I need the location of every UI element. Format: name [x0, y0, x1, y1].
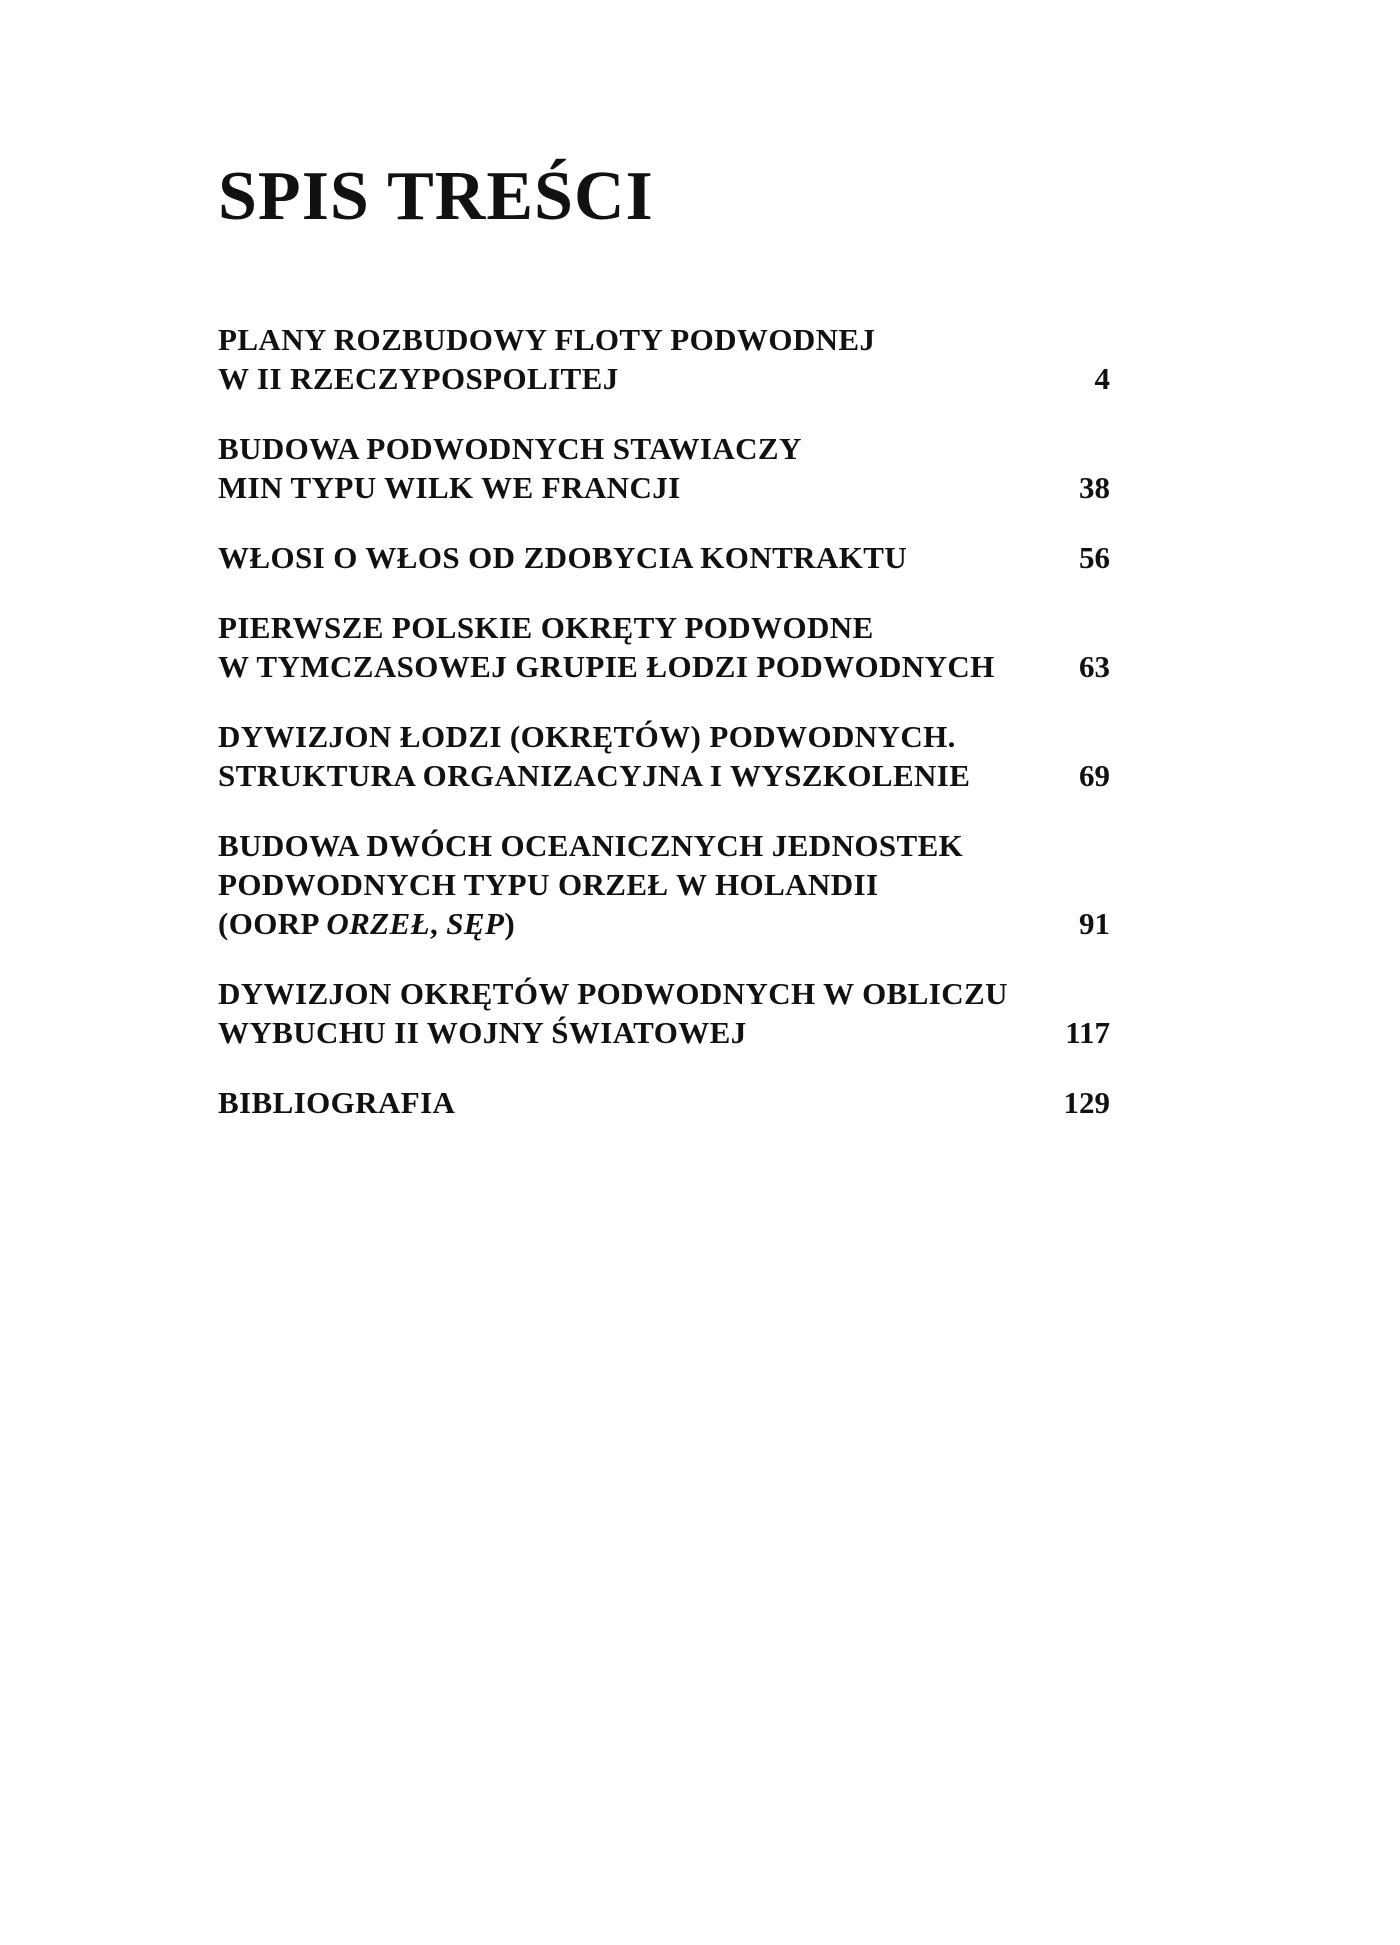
toc-entry-line: W TYMCZASOWEJ GRUPIE ŁODZI PODWODNYCH	[218, 649, 995, 684]
toc-entry-line: WYBUCHU II WOJNY ŚWIATOWEJ	[218, 1015, 747, 1050]
table-of-contents	[218, 320, 1110, 1153]
toc-page-number: 38	[1079, 470, 1110, 505]
toc-page-number: 63	[1079, 649, 1110, 684]
toc-entry	[218, 1083, 1110, 1122]
toc-entry-line: BUDOWA DWÓCH OCEANICZNYCH JEDNOSTEK	[218, 828, 964, 863]
toc-entry	[218, 608, 1110, 686]
toc-entry-line: STRUKTURA ORGANIZACYJNA I WYSZKOLENIE	[218, 758, 971, 793]
page-title: SPIS TREŚCI	[218, 158, 654, 235]
toc-entry	[218, 538, 1110, 577]
toc-entry-title	[218, 320, 875, 398]
toc-entry-line: MIN TYPU WILK WE FRANCJI	[218, 470, 681, 505]
toc-text-suffix: )	[504, 906, 516, 941]
toc-entry-line: PLANY ROZBUDOWY FLOTY PODWODNEJ	[218, 322, 876, 357]
toc-entry	[218, 717, 1110, 795]
toc-entry	[218, 320, 1110, 398]
ship-name-orzel: ORZEŁ	[326, 906, 430, 941]
toc-entry	[218, 974, 1110, 1052]
toc-entry-line: BUDOWA PODWODNYCH STAWIACZY	[218, 431, 802, 466]
toc-page-number: 56	[1079, 540, 1110, 575]
toc-entry-line	[218, 904, 963, 943]
toc-entry-title	[218, 826, 963, 943]
toc-text-prefix: (OORP	[218, 906, 327, 941]
toc-page-number: 117	[1065, 1015, 1110, 1050]
toc-entry	[218, 826, 1110, 943]
toc-entry-title	[218, 717, 970, 795]
toc-entry-title	[218, 608, 995, 686]
toc-entry-title	[218, 1083, 455, 1122]
toc-entry-line: W II RZECZYPOSPOLITEJ	[218, 361, 619, 396]
toc-entry-line: PIERWSZE POLSKIE OKRĘTY PODWODNE	[218, 610, 874, 645]
toc-entry-line: PODWODNYCH TYPU ORZEŁ W HOLANDII	[218, 867, 879, 902]
toc-entry-title	[218, 538, 907, 577]
toc-entry-line: BIBLIOGRAFIA	[218, 1085, 456, 1120]
toc-page-number: 91	[1079, 906, 1110, 941]
toc-text-separator: ,	[429, 906, 447, 941]
toc-page-number: 129	[1063, 1085, 1110, 1120]
toc-entry-line: DYWIZJON ŁODZI (OKRĘTÓW) PODWODNYCH.	[218, 719, 956, 754]
toc-entry	[218, 429, 1110, 507]
toc-entry-title	[218, 429, 802, 507]
toc-page-number: 69	[1079, 758, 1110, 793]
toc-entry-line: WŁOSI O WŁOS OD ZDOBYCIA KONTRAKTU	[218, 540, 908, 575]
ship-name-sep: SĘP	[446, 906, 505, 941]
toc-page-number: 4	[1094, 361, 1110, 396]
toc-entry-line: DYWIZJON OKRĘTÓW PODWODNYCH W OBLICZU	[218, 976, 1008, 1011]
toc-entry-title	[218, 974, 1008, 1052]
